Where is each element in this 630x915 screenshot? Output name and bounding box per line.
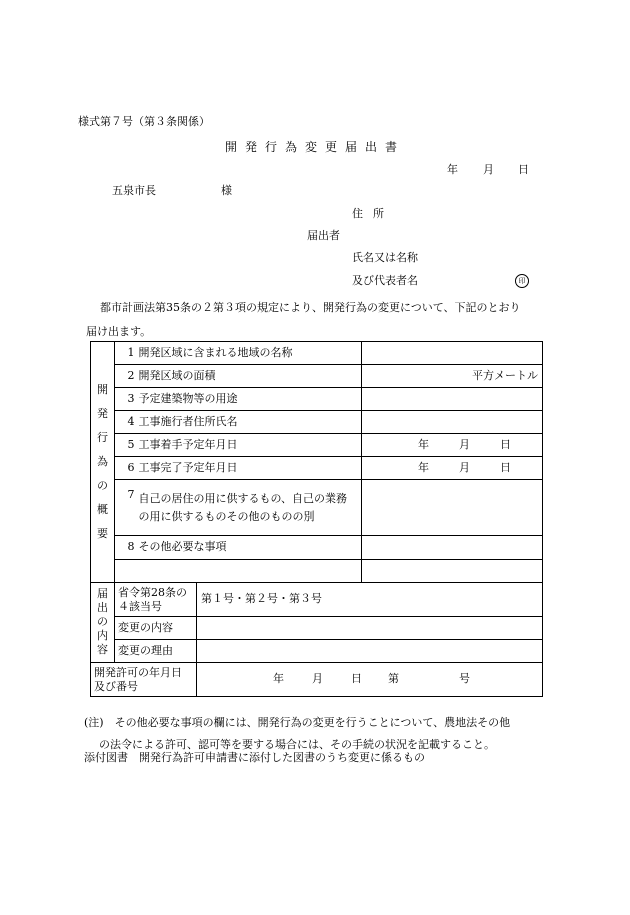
note-line-1: (注) その他必要な事項の欄には、開発行為の変更を行うことについて、農地法その他 <box>84 716 511 729</box>
table-row <box>91 434 543 457</box>
table-row <box>91 411 543 434</box>
attachment-note: 添付図書 開発行為許可申請書に添付した図書のうち変更に係るもの <box>84 751 425 764</box>
row-value <box>362 342 543 365</box>
row-value <box>362 480 543 536</box>
area-unit: 平方メートル <box>362 365 543 388</box>
ordinance-label: 省令第28条の４該当号 <box>115 583 197 617</box>
note-line-2: の法令による許可、認可等を要する場合には、その手続の状況を記載すること。 <box>99 738 495 751</box>
row-number: 8 <box>115 536 135 560</box>
date-year-label: 年 <box>447 163 458 176</box>
change-reason-label: 変更の理由 <box>115 640 197 663</box>
form-number: 様式第７号（第３条関係） <box>78 115 210 128</box>
change-content-label: 変更の内容 <box>115 617 197 640</box>
completion-date-value: 年 月 日 <box>362 457 543 480</box>
blank-value <box>362 560 543 583</box>
row-value <box>362 411 543 434</box>
document-title: 開発行為変更届出書 <box>224 140 405 154</box>
table-row <box>91 617 543 640</box>
notification-table <box>90 341 543 697</box>
table-row <box>91 457 543 480</box>
row-value <box>362 536 543 560</box>
addressee-honorific: 様 <box>221 184 232 197</box>
row-number: 3 <box>115 388 135 411</box>
permit-value: 年 月 日 第 号 <box>197 663 543 697</box>
table-row <box>91 640 543 663</box>
row-value <box>362 388 543 411</box>
notification-category: 届出の内容 <box>91 583 115 663</box>
notifier-label: 届出者 <box>307 229 340 242</box>
body-line-1: 都市計画法第35条の２第３項の規定により、開発行為の変更について、下記のとおり <box>100 301 521 314</box>
permit-label: 開発許可の年月日及び番号 <box>91 663 197 697</box>
table-row <box>91 365 543 388</box>
table-row <box>91 560 543 583</box>
overview-category: 開発行為の概要 <box>91 342 115 583</box>
row-number: 6 <box>115 457 135 480</box>
row-label: 自己の居住の用に供するもの、自己の業務の用に供するものその他のものの別 <box>135 480 362 536</box>
table-row <box>91 536 543 560</box>
date-month-label: 月 <box>483 163 494 176</box>
row-number: 2 <box>115 365 135 388</box>
row-label: 予定建築物等の用途 <box>135 388 362 411</box>
row-label: 工事施行者住所氏名 <box>135 411 362 434</box>
table-row <box>91 342 543 365</box>
table-row <box>91 388 543 411</box>
row-label: その他必要な事項 <box>135 536 362 560</box>
table-row <box>91 583 543 617</box>
date-day-label: 日 <box>518 163 529 176</box>
change-content-value <box>197 617 543 640</box>
row-number: 1 <box>115 342 135 365</box>
blank-cell <box>115 560 362 583</box>
body-text <box>78 296 553 344</box>
row-label: 工事完了予定年月日 <box>135 457 362 480</box>
table-row <box>91 663 543 697</box>
name-label: 氏名又は名称 <box>352 251 418 264</box>
row-label: 開発区域の面積 <box>135 365 362 388</box>
row-label: 工事着手予定年月日 <box>135 434 362 457</box>
note <box>84 712 554 756</box>
start-date-value: 年 月 日 <box>362 434 543 457</box>
addressee: 五泉市長 <box>112 184 156 197</box>
row-label: 開発区域に含まれる地域の名称 <box>135 342 362 365</box>
ordinance-value: 第１号・第２号・第３号 <box>197 583 543 617</box>
representative-label: 及び代表者名 <box>352 274 418 287</box>
change-reason-value <box>197 640 543 663</box>
body-line-2: 届け出ます。 <box>86 325 152 338</box>
row-number: 7 <box>115 480 135 536</box>
row-number: 4 <box>115 411 135 434</box>
seal-icon: 印 <box>515 274 529 288</box>
table-row <box>91 480 543 536</box>
row-number: 5 <box>115 434 135 457</box>
address-label: 住所 <box>352 207 394 220</box>
